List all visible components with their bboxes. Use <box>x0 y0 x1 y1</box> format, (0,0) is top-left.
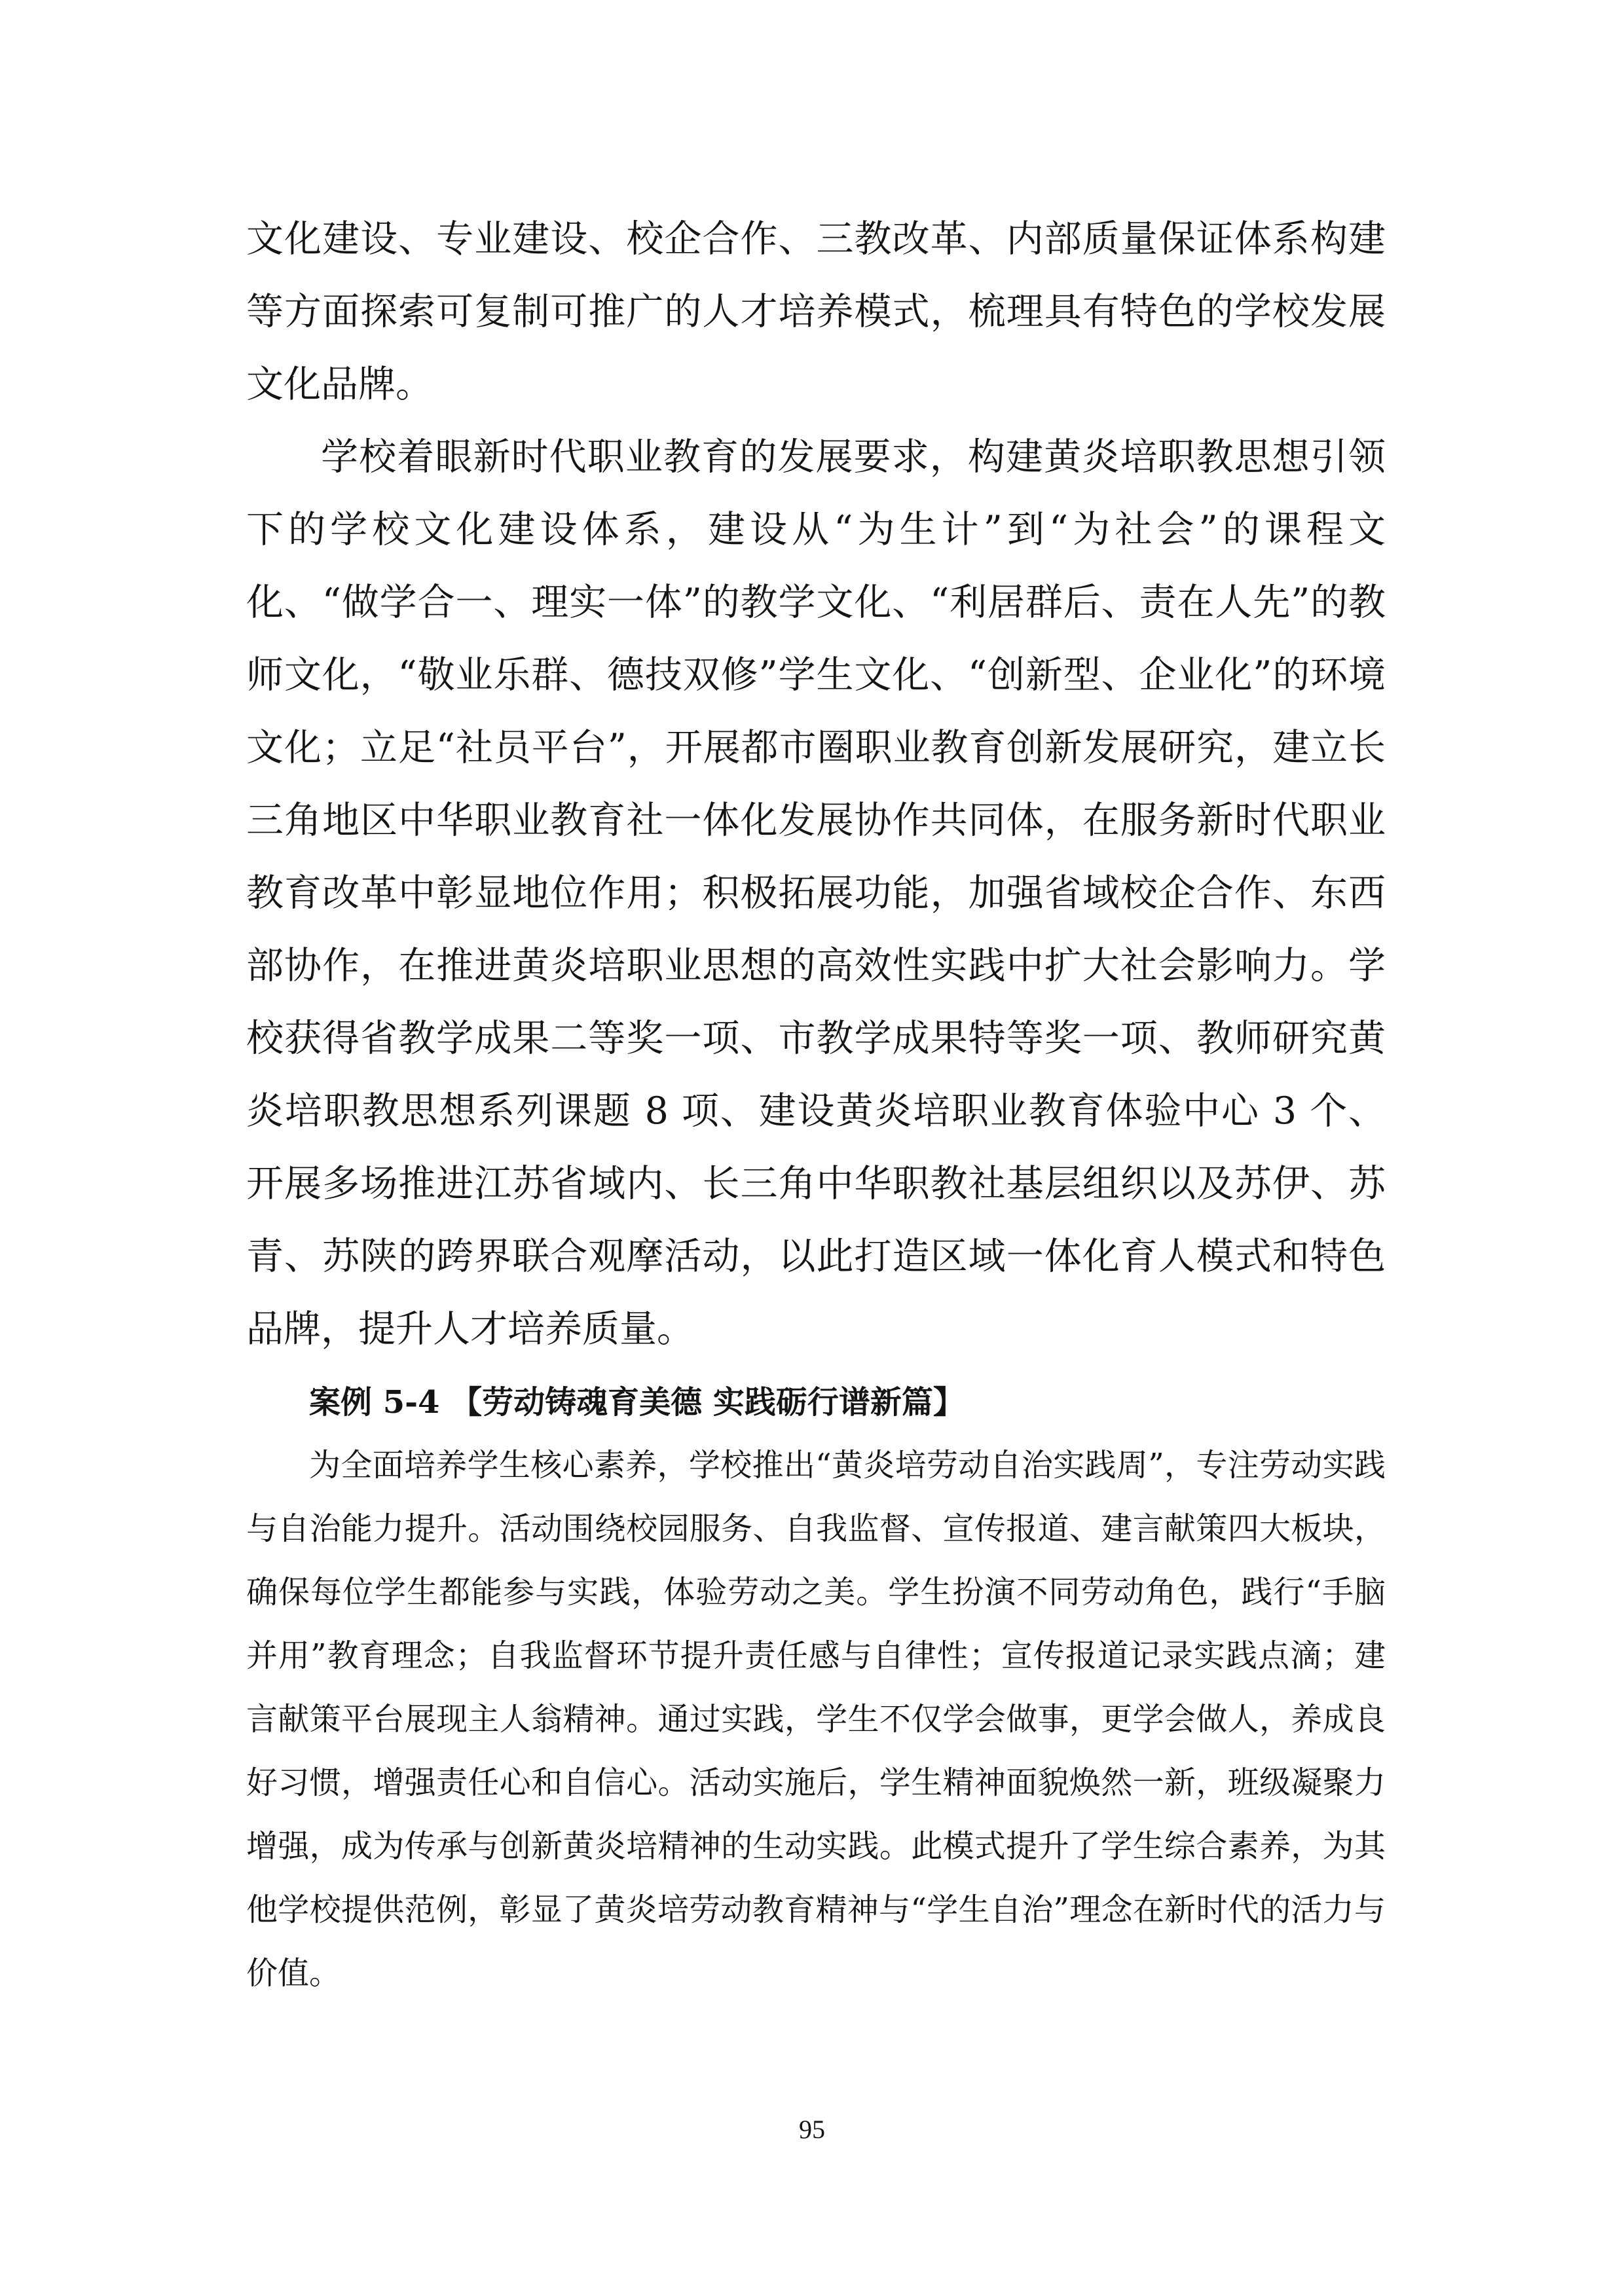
page-number: 95 <box>799 2115 825 2144</box>
case-heading: 案例 5-4 【劳动铸魂育美德 实践砺行谱新篇】 <box>309 1384 965 1421</box>
paragraph-school-culture: 学校着眼新时代职业教育的发展要求，构建黄炎培职教思想引领下的学校文化建设体系，建设从“为生计”到“为社会”的课程文化、“做学合一、理实一体”的教学文化、“利居群后、责在人先”的教师文化，“敬业乐群、德技双修”学生文化、“创新型、企业化”的环境文化；立足“社员平台”，开展都市圈职业教育创新发展研究，建立长三角地区中华职业教育社一体化发展协作共同体，在服务新时代职业教育改革中彰显地位作用；积极拓展功能，加强省域校企合作、东西部协作，在推进黄炎培职业思想的高效性实践中扩大社会影响力。学校获得省教学成果二等奖一项、市教学成果特等奖一项、教师研究黄炎培职教思想系列课题 8 项、建设黄炎培职业教育体验中心 3 个、开展多场推进江苏省域内、长三角中华职教社基层组织以及苏伊、苏青、苏陕的跨界联合观摩活动，以此打造区域一体化育人模式和特色品牌，提升人才培养质量。 <box>246 435 1386 1351</box>
case-body-text: 为全面培养学生核心素养，学校推出“黄炎培劳动自治实践周”，专注劳动实践与自治能力提升。活动围绕校园服务、自我监督、宣传报道、建言献策四大板块，确保每位学生都能参与实践，体验劳动之美。学生扮演不同劳动角色，践行“手脑并用”教育理念；自我监督环节提升责任感与自律性；宣传报道记录实践点滴；建言献策平台展现主人翁精神。通过实践，学生不仅学会做事，更学会做人，养成良好习惯，增强责任心和自信心。活动实施后，学生精神面貌焕然一新，班级凝聚力增强，成为传承与创新黄炎培精神的生动实践。此模式提升了学生综合素养，为其他学校提供范例，彰显了黄炎培劳动教育精神与“学生自治”理念在新时代的活力与价值。 <box>246 1447 1386 1992</box>
paragraph-continued: 文化建设、专业建设、校企合作、三教改革、内部质量保证体系构建等方面探索可复制可推广的人才培养模式，梳理具有特色的学校发展文化品牌。 <box>246 217 1386 406</box>
page-body <box>246 203 1386 2005</box>
